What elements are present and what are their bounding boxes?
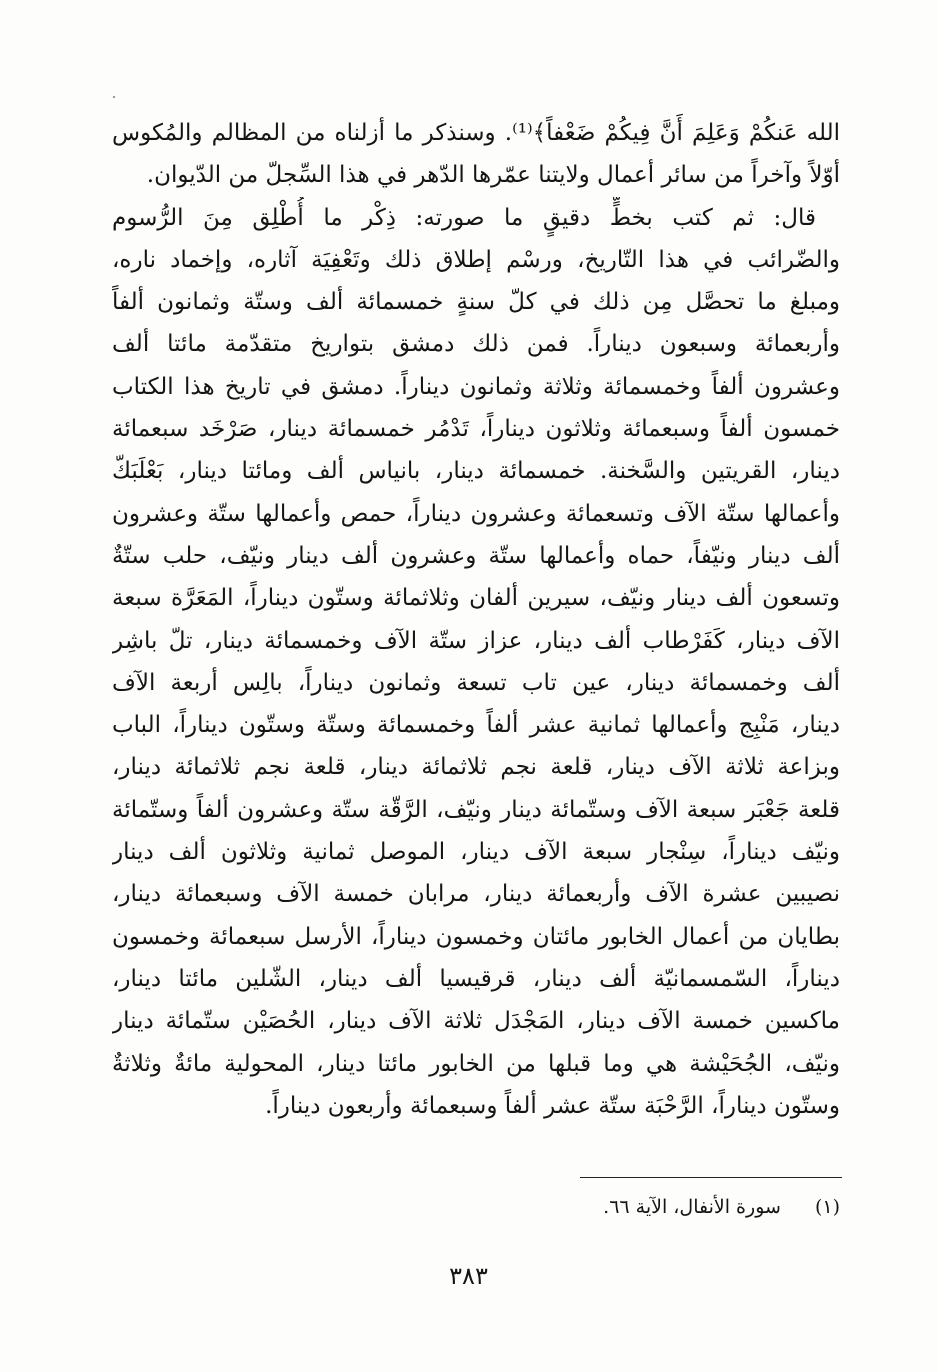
text-line: وأربعمائة وسبعون ديناراً. فمن ذلك دمشق بتواريخ متقدّمة مائتا ألف (112, 331, 840, 358)
text-line: ديناراً، السّمسمانيّة ألف دينار، قرقيسيا ألف دينار، الشّلين مائتا دينار، (112, 965, 840, 992)
text-line: دينار، مَنْبِج وأعمالها ثمانية عشر ألفاً وخمسمائة وستّة وستّون ديناراً، الباب (112, 712, 840, 739)
page-speck (113, 96, 115, 98)
text-line: ألف دينار ونيّفاً، حماه وأعمالها ستّة وعشرون ألف دينار ونيّف، حلب ستّةٌ (112, 542, 840, 569)
text-line: قال: ثم كتب بخطٍّ دقيقٍ ما صورته: ذِكْر ما أُطْلِق مِنَ الرُّسوم (112, 204, 816, 231)
text-line: ومبلغ ما تحصَّل مِن ذلك في كلّ سنةٍ خمسمائة ألف وستّة وثمانون ألفاً (112, 289, 840, 316)
text-line: وستّون ديناراً، الرَّحْبَة ستّة عشر ألفاً وسبعمائة وأربعون ديناراً. (265, 1092, 840, 1119)
footnote-divider (580, 1177, 842, 1178)
main-text (112, 112, 840, 1127)
text-line: بطايان من أعمال الخابور مائتان وخمسون ديناراً، الأرسل سبعمائة وخمسون (112, 923, 840, 950)
text-line: الآف دينار، كَفَرْطاب ألف دينار، عزاز ستّة الآف وخمسمائة دينار، تلّ باشِر (112, 627, 840, 654)
footnote (500, 1190, 840, 1224)
text-line: وأعمالها ستّة الآف وتسعمائة وعشرون ديناراً، حمص وأعمالها ستّة وعشرون (112, 500, 840, 527)
text-line: وتسعون ألف دينار ونيّف، سيرين ألفان وثلاثمائة وستّون ديناراً، المَعَرَّة سبعة (112, 585, 840, 612)
text-line: خمسون ألفاً وسبعمائة وثلاثون ديناراً، تَدْمُر خمسمائة دينار، صَرْخَد سبعمائة (112, 416, 840, 443)
footnote-number: (١) (814, 1196, 840, 1218)
text-line: ماكسين خمسة الآف دينار، المَجْدَل ثلاثة الآف دينار، الحُصَيْن ستّمائة دينار (112, 1008, 840, 1035)
text-line: وعشرون ألفاً وخمسمائة وثلاثة وثمانون ديناراً. دمشق في تاريخ هذا الكتاب (112, 373, 840, 400)
text-line: أوّلاً وآخراً من سائر أعمال ولايتنا عمّرها الدّهر في هذا السِّجلّ من الدّيوان. (146, 162, 840, 189)
page-number: ٣٨٣ (449, 1262, 488, 1290)
text-line: ونيّف، الجُحَيْشة هي وما قبلها من الخابور مائتا دينار، المحولية مائةٌ وثلاثةٌ (112, 1050, 840, 1077)
footnote-text: سورة الأنفال، الآية ٦٦. (603, 1196, 781, 1218)
text-line: والضّرائب في هذا التّاريخ، ورسْم إطلاق ذلك وتَعْفِيَة آثاره، وإخماد ناره، (112, 246, 840, 273)
text-line: ونيّف ديناراً، سِنْجار سبعة الآف دينار، الموصل ثمانية وثلاثون ألف دينار (112, 839, 840, 866)
text-line: نصيبين عشرة الآف وأربعمائة دينار، مرابان خمسة الآف وسبعمائة دينار، (112, 881, 840, 908)
text-line: الله عَنكُمْ وَعَلِمَ أَنَّ فِيكُمْ ضَعْفاً﴾⁽¹⁾. وسنذكر ما أزلناه من المظالم والمُكوس (112, 120, 840, 146)
text-line: قلعة جَعْبَر سبعة الآف وستّمائة دينار ونيّف، الرَّقّة ستّة وعشرون ألفاً وستّمائة (112, 796, 840, 823)
text-line: وبزاعة ثلاثة الآف دينار، قلعة نجم ثلاثمائة دينار، قلعة نجم ثلاثمائة دينار، (112, 754, 840, 781)
text-line: دينار، القريتين والسَّخنة. خمسمائة دينار، بانياس ألف ومائتا دينار، بَعْلَبَكّ (112, 458, 840, 485)
text-line: ألف وخمسمائة دينار، عين تاب تسعة وثمانون ديناراً، بالِس أربعة الآف (112, 669, 840, 696)
